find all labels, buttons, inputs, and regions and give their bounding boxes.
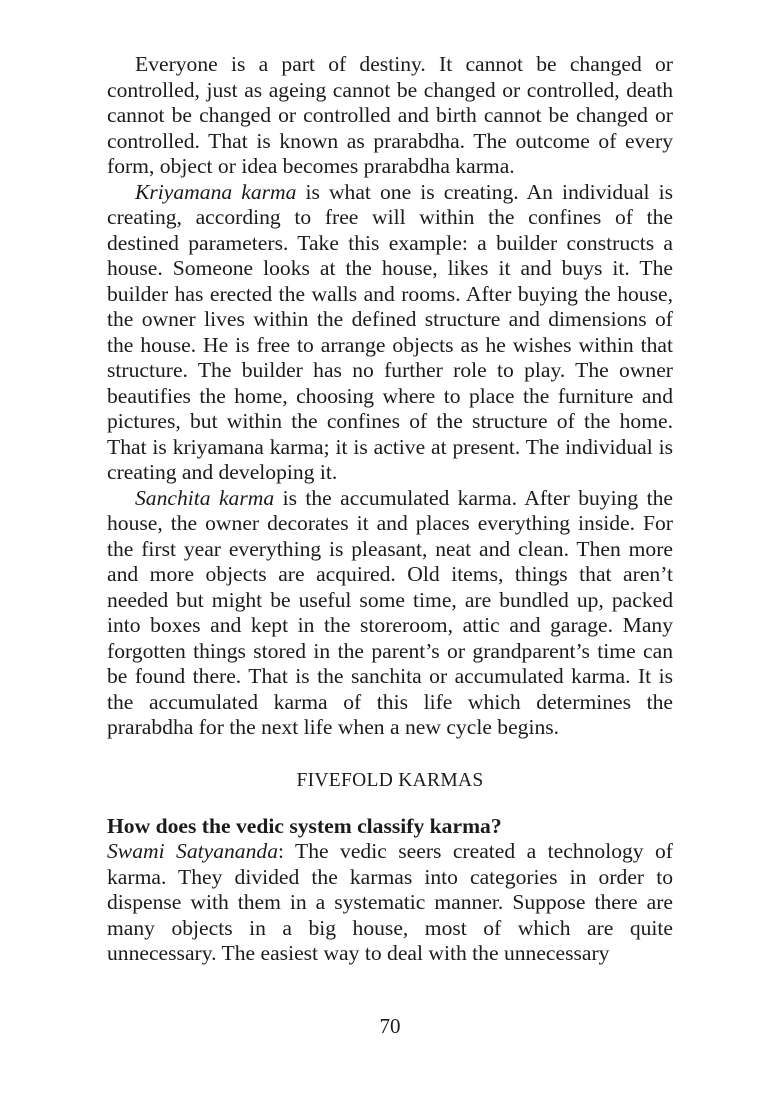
section-heading: FIVEFOLD KARMAS [296, 769, 484, 791]
term-sanchita: Sanchita karma [135, 485, 275, 510]
paragraph-kriyamana-text: is what one is creating. An individual is creating, according to free will within the confines of the destined parameters. Take this example: a builder constructs a house. Someone looks at the house, likes it and buys it. The builder has erected the walls and rooms. After buying the house, the owner lives within the defined structure and dimensions of the house. He is free to arrange objects as he wishes within that structure. The builder has no further role to play. The owner beautifies the home, choosing where to place the furniture and pictures, but within the confines of the structure of the home. That is kriyamana karma; it is active at present. The individual is creating and developing it. [107, 179, 674, 484]
answer-speaker: Swami Satyananda [107, 839, 278, 863]
paragraph-sanchita [107, 486, 673, 741]
body-text [107, 52, 673, 967]
paragraph-kriyamana [107, 180, 673, 486]
answer-paragraph [107, 839, 673, 967]
paragraph-prarabdha: Everyone is a part of destiny. It cannot be changed or controlled, just as ageing cannot be changed or controlled, death cannot be changed or controlled and birth cannot be changed or controlled. That is known as prarabdha. The outcome of every form, object or idea becomes prarabdha karma. [107, 52, 673, 178]
question-heading: How does the vedic system classify karma? [107, 813, 502, 838]
answer-text: : The vedic seers created a technology of karma. They divided the karmas into categories in order to dispense with them in a systematic manner. Suppose there are many objects in a big house, most of which are quite unnecessary. The easiest way to deal with the unnecessary [107, 839, 674, 965]
page-number: 70 [379, 1014, 401, 1038]
term-kriyamana: Kriyamana karma [135, 179, 297, 204]
paragraph-sanchita-text: is the accumulated karma. After buying the house, the owner decorates it and places everything inside. For the first year everything is pleasant, neat and clean. Then more and more objects are acquired. Old items, things that aren’t needed but might be useful some time, are bundled up, packed into boxes and kept in the storeroom, attic and garage. Many forgotten things stored in the parent’s or grandparent’s time can be found there. That is the sanchita or accumulated karma. It is the accumulated karma of this life which determines the prarabdha for the next life when a new cycle begins. [107, 485, 673, 739]
